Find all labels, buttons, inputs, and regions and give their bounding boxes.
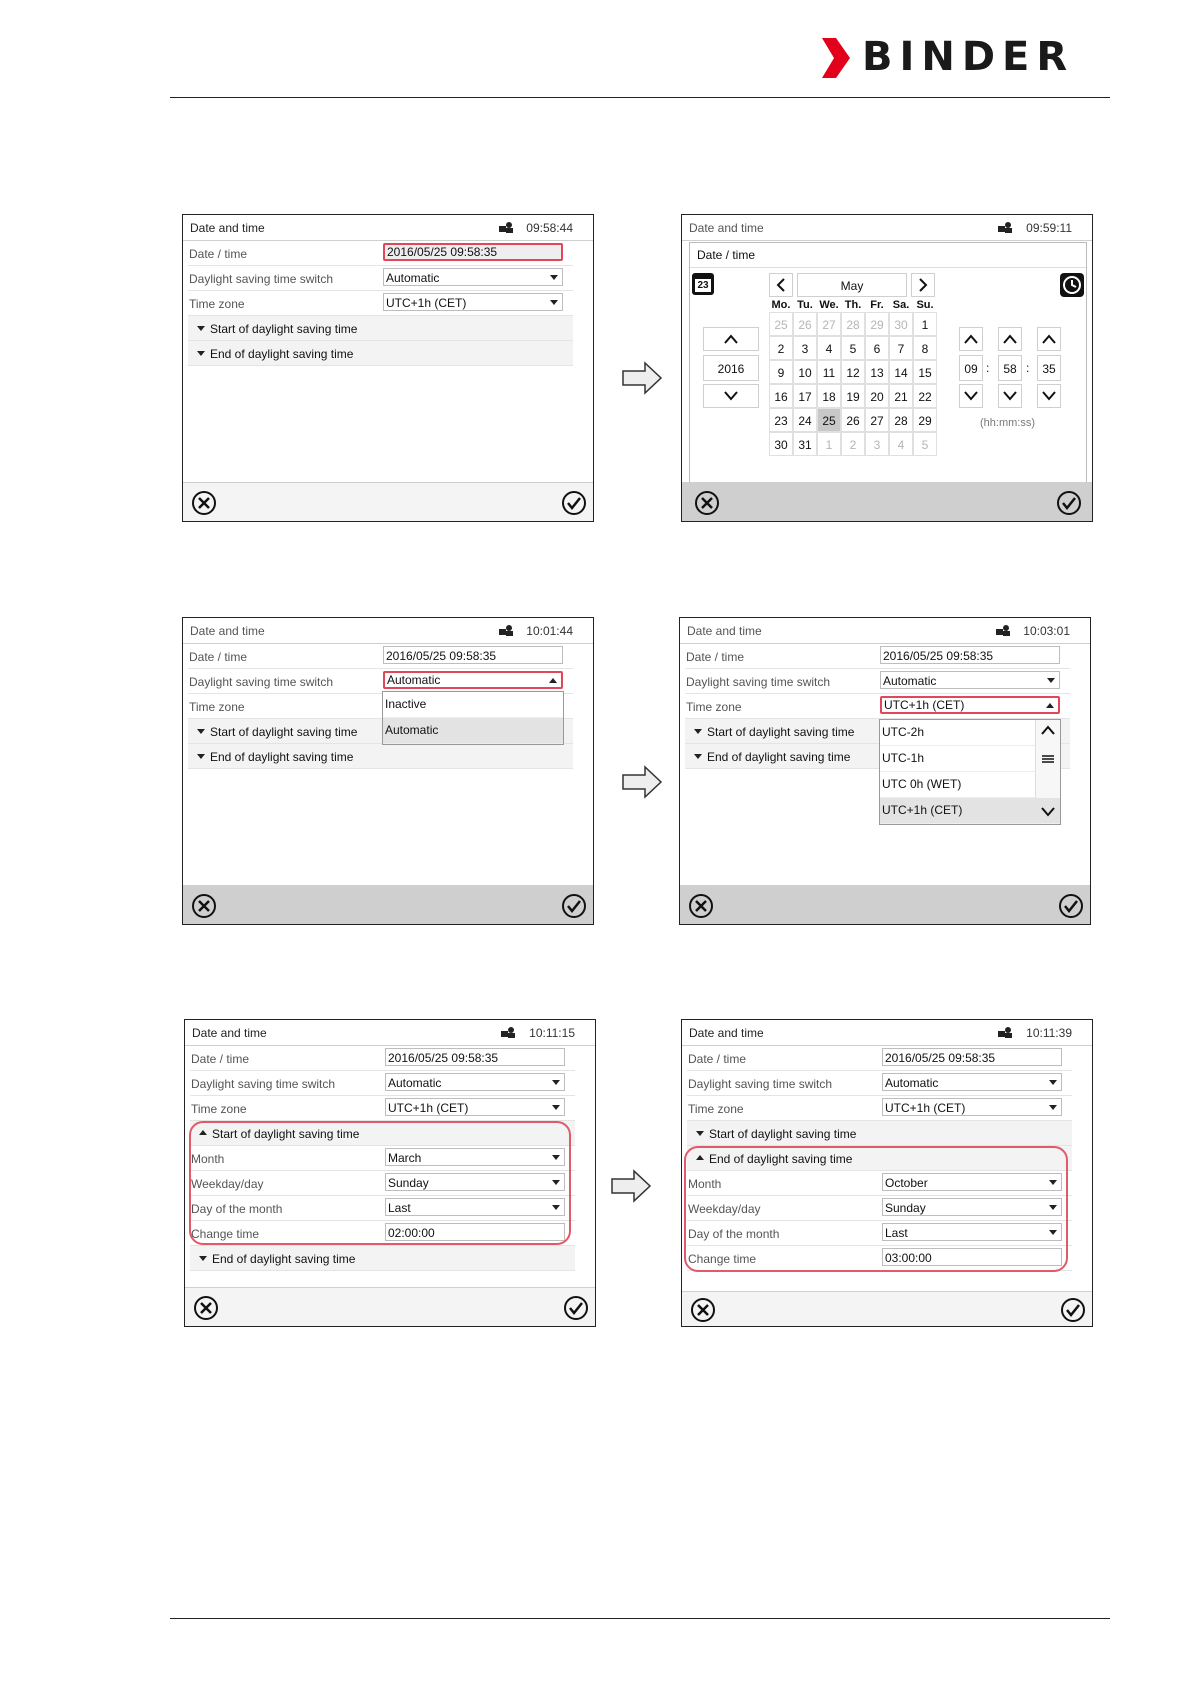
change-time-field[interactable]: 03:00:00 [882,1248,1062,1266]
screen-title: Date and time [190,624,265,638]
calendar-day[interactable]: 2 [769,336,793,360]
second-up-button[interactable] [1037,327,1061,351]
calendar-day[interactable]: 19 [841,384,865,408]
calendar-day[interactable]: 31 [793,432,817,456]
month-label: May [797,273,907,297]
date-time-field[interactable]: 2016/05/25 09:58:35 [880,646,1060,664]
scroll-down-icon[interactable] [1041,807,1055,817]
option-utc-1h[interactable]: UTC-1h [880,746,1036,772]
calendar-day[interactable]: 12 [841,360,865,384]
clock: 10:11:15 [529,1026,575,1040]
row-date-time: Date / time 2016/05/25 09:58:35 [190,1046,575,1071]
row-dst-switch: Daylight saving time switch Automatic [685,669,1070,694]
row-time-zone: Time zone UTC+1h (CET) [685,694,1070,719]
hour-up-button[interactable] [959,327,983,351]
clock: 09:58:44 [526,221,573,235]
calendar-day[interactable]: 9 [769,360,793,384]
calendar-day[interactable]: 20 [865,384,889,408]
clock: 10:01:44 [526,624,573,638]
label-time-zone: Time zone [189,297,245,311]
second-value[interactable]: 35 [1037,355,1061,381]
year-up-button[interactable] [703,327,759,351]
dst-switch-dropdown [382,691,564,745]
screen-date-time-2 [681,214,1093,522]
dst-switch-select[interactable]: Automatic [882,1073,1062,1091]
change-time-field[interactable]: 02:00:00 [385,1223,565,1241]
confirm-icon[interactable] [1056,490,1082,516]
binder-logo [822,34,1112,82]
row-date-time: Date / time 2016/05/25 09:58:35 [188,644,573,669]
cancel-icon[interactable] [193,1295,219,1321]
weekday-label: We. [819,299,839,311]
screen-title: Date and time [689,221,764,235]
minute-down-button[interactable] [998,384,1022,408]
row-time-zone: Time zone [188,694,573,719]
calendar-day[interactable]: 16 [769,384,793,408]
confirm-icon[interactable] [1058,893,1084,919]
time-zone-dropdown [879,719,1061,825]
user-lock-icon [998,221,1012,233]
arrow-right-icon [621,360,663,396]
calendar-day[interactable]: 11 [817,360,841,384]
screen-header [185,1020,595,1046]
chevron-down-icon [550,275,558,280]
screen-footer [183,482,593,521]
weekday-label: Tu. [797,299,813,311]
dst-switch-select[interactable]: Automatic [383,671,563,689]
time-zone-select[interactable]: UTC+1h (CET) [882,1098,1062,1116]
brand-name: BINDER [862,34,1075,80]
cancel-icon[interactable] [690,1297,716,1323]
confirm-icon[interactable] [563,1295,589,1321]
calendar-day[interactable]: 7 [889,336,913,360]
dropdown-scrollbar[interactable] [1035,720,1060,798]
chevron-down-icon [1049,1080,1057,1085]
calendar-day[interactable]: 28 [841,312,865,336]
highlight-frame [189,1121,571,1245]
section-start-dst[interactable]: Start of daylight saving time [188,316,573,341]
calendar-day[interactable]: 27 [817,312,841,336]
calendar-day[interactable]: 22 [913,384,937,408]
screen-footer [183,885,593,924]
option-utc-2h[interactable]: UTC-2h [880,720,1036,746]
time-zone-select[interactable]: UTC+1h (CET) [385,1098,565,1116]
confirm-icon[interactable] [561,490,587,516]
calendar-day[interactable]: 14 [889,360,913,384]
date-time-field[interactable]: 2016/05/25 09:58:35 [882,1048,1062,1066]
calendar-day[interactable]: 25 [769,312,793,336]
calendar-day[interactable]: 6 [865,336,889,360]
row-date-time [188,241,573,266]
panel-title: Date / time [697,248,756,262]
expand-icon [694,754,702,759]
highlight-frame [684,1146,1068,1272]
weekday-label: Fr. [870,299,884,311]
row-day-of-month: Day of the month Last [190,1196,575,1221]
calendar-day[interactable]: 10 [793,360,817,384]
section-start-dst[interactable]: Start of daylight saving time [188,719,573,744]
weekday-select[interactable]: Sunday [882,1198,1062,1216]
screen-header [682,215,1092,241]
calendar-day[interactable]: 2 [841,432,865,456]
row-change-time: Change time 03:00:00 [687,1246,1072,1271]
screen-header [680,618,1090,644]
weekday-label: Su. [916,299,934,311]
section-end-dst[interactable]: End of daylight saving time [188,341,573,366]
label-dst-switch: Daylight saving time switch [189,272,334,286]
calendar-day[interactable]: 25 [817,408,841,432]
section-end-dst[interactable]: End of daylight saving time [685,744,1070,769]
option-utc-0h[interactable]: UTC 0h (WET) [880,772,1036,798]
expand-icon [197,729,205,734]
screen-date-time-1 [182,214,594,522]
calendar-day[interactable]: 4 [817,336,841,360]
chevron-down-icon [550,300,558,305]
day-of-month-select[interactable]: Last [882,1223,1062,1241]
screen-footer [680,885,1090,924]
arrow-right-icon [621,764,663,800]
calendar-day[interactable]: 1 [817,432,841,456]
calendar-day[interactable]: 3 [793,336,817,360]
user-lock-icon [499,221,513,233]
calendar-day[interactable]: 3 [865,432,889,456]
weekday-label: Th. [844,299,862,311]
row-time-zone [188,291,573,316]
cancel-icon[interactable] [694,490,720,516]
user-lock-icon [998,1026,1012,1038]
calendar-day[interactable]: 18 [817,384,841,408]
time-zone-select[interactable]: UTC+1h (CET) [880,696,1060,714]
screen-date-time-6 [681,1019,1093,1327]
expand-icon [694,729,702,734]
chevron-up-icon [1046,703,1054,708]
user-lock-icon [499,624,513,636]
row-date-time: Date / time 2016/05/25 09:58:35 [687,1046,1072,1071]
weekday-select[interactable]: Sunday [385,1173,565,1191]
calendar-panel: Date / time 23 2016 May Mo. Tu. We. Th. Fr. Sa. Su. 25 26 27 28 29 30 1 2 3 4 5 6 7 8 9 10 11 12 13 14 15 16 17 18 19 20 21 22 23 24 25 26 27 28 29 30 31 1 2 3 4 5 09 : 58 : 35 (hh:mm:ss) [689,242,1087,484]
label-date-time: Date / time [189,247,248,261]
screen-date-time-4 [679,617,1091,925]
calendar-day[interactable]: 28 [889,408,913,432]
expand-icon [197,351,205,356]
screen-footer [682,1291,1092,1326]
screen-footer [185,1287,595,1326]
section-start-dst[interactable]: Start of daylight saving time [685,719,1070,744]
screen-title: Date and time [190,221,265,235]
weekday-label: Sa. [892,299,910,311]
screen-title: Date and time [192,1026,267,1040]
cancel-icon[interactable] [191,893,217,919]
row-change-time: Change time 02:00:00 [190,1221,575,1246]
row-weekday: Weekday/day Sunday [190,1171,575,1196]
date-time-field[interactable]: 2016/05/25 09:58:35 [385,1048,565,1066]
calendar-day[interactable]: 29 [913,408,937,432]
expand-icon [197,754,205,759]
date-time-field[interactable]: 2016/05/25 09:58:35 [383,646,563,664]
calendar-day[interactable]: 15 [913,360,937,384]
option-inactive[interactable]: Inactive [383,692,563,718]
row-date-time: Date / time 2016/05/25 09:58:35 [685,644,1070,669]
row-dst-switch: Daylight saving time switch Automatic [188,669,573,694]
dst-switch-select[interactable]: Automatic [880,671,1060,689]
second-down-button[interactable] [1037,384,1061,408]
section-start-dst-open[interactable]: Start of daylight saving time [190,1121,575,1146]
expand-icon [696,1131,704,1136]
screen-date-time-3 [182,617,594,925]
cancel-icon[interactable] [688,893,714,919]
arrow-right-icon [610,1168,652,1204]
screen-date-time-5 [184,1019,596,1327]
prev-month-button[interactable] [769,273,793,297]
row-dst-switch: Daylight saving time switch Automatic [687,1071,1072,1096]
clock: 10:03:01 [1023,624,1070,638]
next-month-button[interactable] [911,273,935,297]
calendar-day[interactable]: 27 [865,408,889,432]
year-value: 2016 [703,355,759,381]
chevron-down-icon [1049,1105,1057,1110]
scroll-up-icon[interactable] [1041,725,1055,735]
calendar-day[interactable]: 24 [793,408,817,432]
calendar-day[interactable]: 4 [889,432,913,456]
section-start-dst[interactable]: Start of daylight saving time [687,1121,1072,1146]
calendar-day[interactable]: 5 [841,336,865,360]
row-weekday: Weekday/day Sunday [687,1196,1072,1221]
calendar-day[interactable]: 8 [913,336,937,360]
calendar-day[interactable]: 30 [889,312,913,336]
screen-title: Date and time [687,624,762,638]
section-end-dst[interactable]: End of daylight saving time [188,744,573,769]
chevron-down-icon [552,1105,560,1110]
year-down-button[interactable] [703,384,759,408]
expand-icon [199,1256,207,1261]
section-end-dst[interactable]: End of daylight saving time [190,1246,575,1271]
calendar-day[interactable]: 21 [889,384,913,408]
header-rule [170,97,1110,98]
scroll-thumb-icon[interactable] [1041,754,1055,764]
month-select[interactable]: March [385,1148,565,1166]
option-utc-plus-1h[interactable]: UTC+1h (CET) [880,798,1060,824]
expand-icon [197,326,205,331]
calendar-day[interactable]: 1 [913,312,937,336]
clock-icon[interactable] [1060,273,1084,297]
minute-value[interactable]: 58 [998,355,1022,381]
day-of-month-select[interactable]: Last [385,1198,565,1216]
time-format-hint: (hh:mm:ss) [980,417,1035,429]
clock: 09:59:11 [1026,221,1072,235]
section-end-dst-open[interactable]: End of daylight saving time [687,1146,1072,1171]
footer-rule [170,1618,1110,1619]
calendar-icon[interactable]: 23 [692,273,714,295]
chevron-up-icon [549,678,557,683]
date-time-field[interactable]: 2016/05/25 09:58:35 [383,243,563,261]
hour-value[interactable]: 09 [959,355,983,381]
hour-down-button[interactable] [959,384,983,408]
row-day-of-month: Day of the month Last [687,1221,1072,1246]
row-dst-switch: Daylight saving time switch Automatic [190,1071,575,1096]
cancel-icon[interactable] [191,490,217,516]
time-zone-select[interactable]: UTC+1h (CET) [383,293,563,311]
user-lock-icon [501,1026,515,1038]
chevron-down-icon [1047,678,1055,683]
calendar-day[interactable]: 29 [865,312,889,336]
calendar-day[interactable]: 5 [913,432,937,456]
user-lock-icon [996,624,1010,636]
row-dst-switch [188,266,573,291]
row-time-zone: Time zone UTC+1h (CET) [687,1096,1072,1121]
minute-up-button[interactable] [998,327,1022,351]
weekday-label: Mo. [771,299,791,311]
calendar-day[interactable]: 17 [793,384,817,408]
calendar-day[interactable]: 26 [841,408,865,432]
chevron-down-icon [552,1080,560,1085]
dst-switch-select[interactable]: Automatic [385,1073,565,1091]
month-select[interactable]: October [882,1173,1062,1191]
row-time-zone: Time zone UTC+1h (CET) [190,1096,575,1121]
clock: 10:11:39 [1026,1026,1072,1040]
confirm-icon[interactable] [561,893,587,919]
screen-header [183,215,593,241]
calendar-day[interactable]: 13 [865,360,889,384]
calendar-day[interactable]: 30 [769,432,793,456]
screen-footer [682,482,1092,521]
calendar-day[interactable]: 26 [793,312,817,336]
row-month: Month October [687,1171,1072,1196]
screen-header [183,618,593,644]
confirm-icon[interactable] [1060,1297,1086,1323]
calendar-day[interactable]: 23 [769,408,793,432]
screen-header [682,1020,1092,1046]
option-automatic[interactable]: Automatic [383,718,563,744]
row-month: Month March [190,1146,575,1171]
screen-title: Date and time [689,1026,764,1040]
dst-switch-select[interactable]: Automatic [383,268,563,286]
